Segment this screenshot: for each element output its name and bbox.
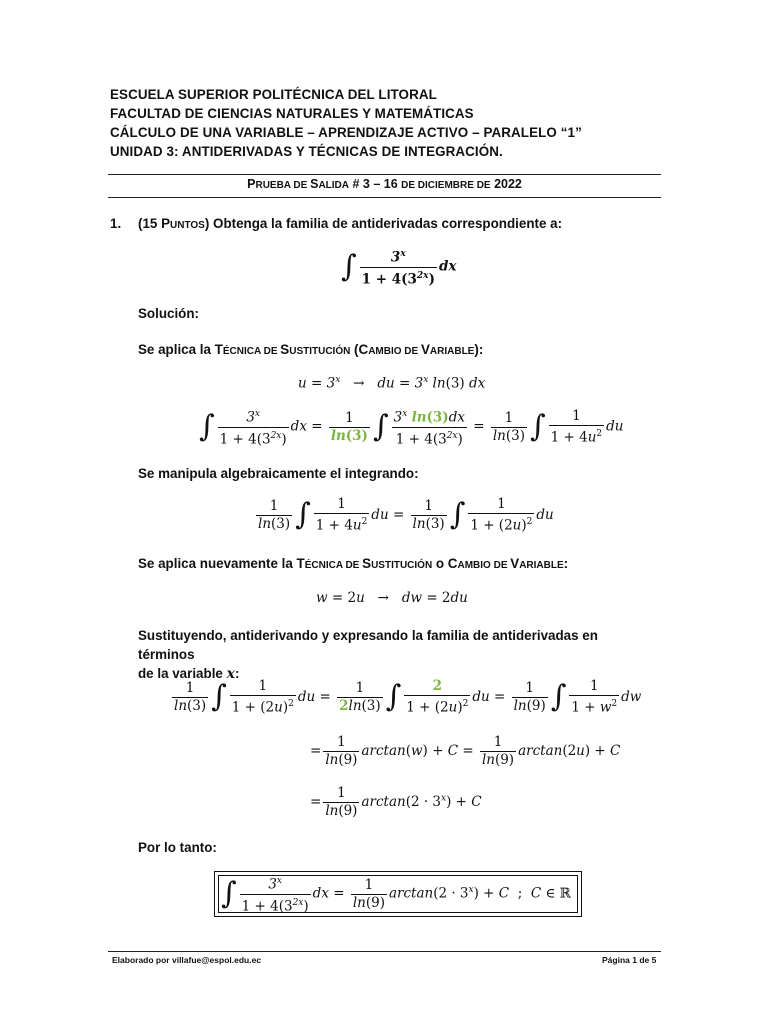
course-name: CÁLCULO DE UNA VARIABLE – APRENDIZAJE ACTIVO – PARALELO “1” (110, 125, 582, 140)
problem-integral: ∫ $\frac{3^x}{1 + 4(3^{2x})}$ dx (340, 246, 456, 288)
test-title: PRUEBA DE SALIDA # 3 – 16 DE DICIEMBRE DE 2022 (247, 177, 522, 191)
step3-text: Se aplica nuevamente la TÉCNICA DE SUSTITUCIÓN o CAMBIO DE VARIABLE: (138, 556, 569, 571)
faculty-name: FACULTAD DE CIENCIAS NATURALES Y MATEMÁTICAS (110, 106, 474, 121)
footer-author: Elaborado por villafue@espol.edu.ec (112, 955, 262, 965)
step2-text: Se manipula algebraicamente el integrando: (138, 466, 419, 481)
unit-title: UNIDAD 3: ANTIDERIVADAS Y TÉCNICAS DE INTEGRACIÓN. (110, 144, 503, 159)
equation-second-substitution: $\frac{1}{\ln(3)}$ ∫ $\frac{1}{1 + (2u)^2}$ du = $\frac{1}{2\ln(3)}$ ∫ $\frac{2}{1 + (2u)^2}$ du = $\frac{1}{\ln(9)}$ ∫ $\frac{1}{1 + w^2}$ dw (174, 678, 642, 716)
footer-rule (108, 951, 661, 952)
conclusion-text: Por lo tanto: (138, 840, 217, 855)
equation-substitution: ∫ $\frac{3^x}{1 + 4(3^{2x})}$ dx = $\frac{1}{\ln(3)}$ ∫ $\frac{3^x \ln(3)dx}{1 + 4(3^{2x})}$ = $\frac{1}{\ln(3)}$ ∫ $\frac{1}{1 + 4u^2}$ du (199, 407, 624, 447)
top-rule (108, 174, 661, 175)
equation-antiderivative: = $\frac{1}{\ln(9)}$ arctan(w) + C = $\frac{1}{\ln(9)}$ arctan(2u) + C (310, 734, 621, 768)
final-answer: ∫ $\frac{3^x}{1 + 4(3^{2x})}$ dx = $\frac{1}{\ln(9)}$ $\arctan(2 \cdot 3^x) + C$ ; C ∈ ℝ (220, 873, 571, 915)
step1-text: Se aplica la TÉCNICA DE SUSTITUCIÓN (CAMBIO DE VARIABLE): (138, 342, 484, 357)
substitution-u: $u = 3^x$ → du = $3^x$ ln(3) dx (298, 375, 486, 392)
bottom-rule (108, 197, 661, 198)
question-number: 1. (110, 216, 122, 231)
question-statement: (15 PUNTOS) Obtenga la familia de antiderivadas correspondiente a: (138, 216, 563, 231)
institution-name: ESCUELA SUPERIOR POLITÉCNICA DEL LITORAL (110, 87, 437, 102)
substitution-w: w = 2u → dw = 2du (316, 590, 468, 606)
solution-label: Solución: (138, 306, 199, 321)
equation-manipulation: $\frac{1}{\ln(3)}$ ∫ $\frac{1}{1 + 4u^2}$ du = $\frac{1}{\ln(3)}$ ∫ $\frac{1}{1 + (2u)^2}$ du (258, 496, 554, 534)
step4-text: Sustituyendo, antiderivando y expresando la familia de antiderivadas en términos de la variable x: (138, 628, 598, 682)
equation-in-x: = $\frac{1}{\ln(9)}$ $\arctan(2 \cdot 3^x) + C$ (310, 785, 482, 819)
page-number: Página 1 de 5 (602, 955, 657, 965)
